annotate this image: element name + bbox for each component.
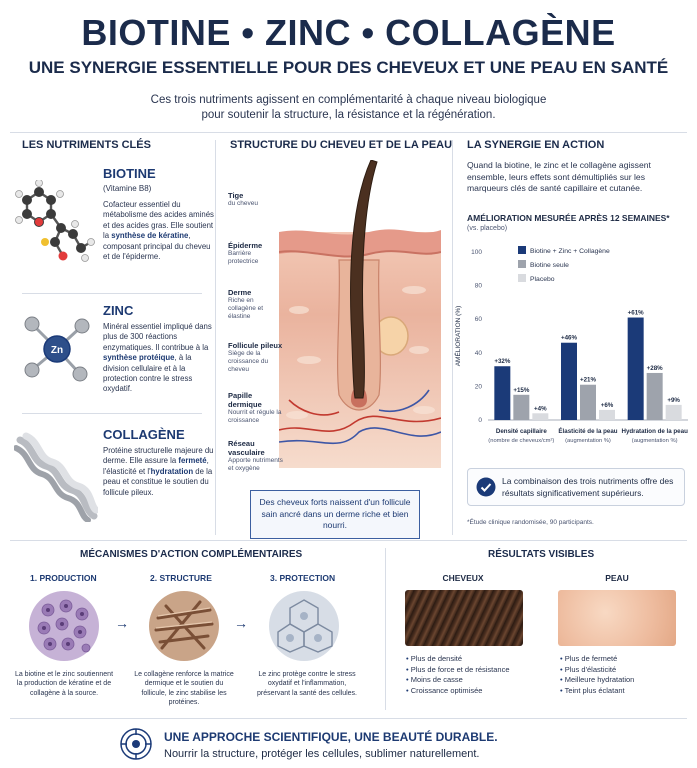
x-tick-sublabel: (augmentation %) — [631, 438, 678, 444]
intro-line-2: pour soutenir la structure, la résistance et la régénération. — [201, 109, 496, 121]
x-tick-sublabel: (augmentation %) — [565, 438, 611, 444]
structure-callout: Des cheveux forts naissent d'un follicule sain ancré dans un derme riche et bien nourri. — [250, 490, 420, 539]
data-label: +6% — [600, 401, 614, 409]
label-title: Papille dermique — [228, 391, 262, 409]
list-item: • Plus d'élasticité — [560, 665, 690, 676]
label-title: Tige — [228, 191, 244, 200]
collagen-fibers-image — [148, 590, 220, 662]
keratin-cells-image — [28, 590, 100, 662]
label-title: Follicule pileux — [228, 341, 283, 350]
data-label: +9% — [667, 396, 680, 404]
synergy-callout-text: La combinaison des trois nutriments offre des résultats significativement supérieurs. — [502, 476, 674, 498]
data-label: +15% — [513, 386, 530, 394]
collagen-description — [103, 446, 215, 498]
list-item: • Plus de fermeté — [560, 654, 690, 665]
divider — [22, 293, 202, 294]
step-structure-label: 2. STRUCTURE — [150, 573, 212, 583]
divider — [10, 540, 687, 541]
step-protection-text: Le zinc protège contre le stress oxydatif et l'inflammation, préservant la santé des cellules. — [257, 671, 357, 697]
zinc-text-end: , à la division cellulaire et à la protection contre le stress oxydatif. — [103, 353, 193, 394]
y-tick-label: 20 — [474, 383, 482, 391]
legend-swatch — [518, 260, 526, 268]
divider — [10, 132, 687, 133]
data-label: +4% — [534, 405, 547, 413]
data-label: +28% — [646, 364, 663, 372]
label-dermis — [228, 288, 283, 321]
page-subtitle: UNE SYNERGIE ESSENTIELLE POUR DES CHEVEUX ET UNE PEAU EN SANTÉ — [28, 58, 669, 77]
chart-title: AMÉLIORATION MESURÉE APRÈS 12 SEMAINES* — [467, 213, 670, 223]
intro-line-1: Ces trois nutriments agissent en complémentarité à chaque niveau biologique — [150, 94, 547, 106]
target-emblem-icon — [120, 728, 152, 760]
step-protection-label: 3. PROTECTION — [270, 573, 336, 583]
hair-skin-diagram — [279, 160, 441, 468]
step-production-label: 1. PRODUCTION — [30, 573, 97, 583]
bar — [666, 405, 682, 420]
divider — [215, 140, 216, 535]
bar — [532, 413, 548, 420]
bar — [494, 366, 510, 420]
biotin-text: Cofacteur essentiel du métabolisme des acides aminés et des acides gras. Elle soutient la — [103, 200, 214, 241]
list-item: • Moins de casse — [406, 675, 546, 686]
hair-texture-image — [405, 590, 523, 646]
skin-results-list — [560, 654, 690, 696]
bar — [599, 410, 615, 420]
footnote: *Étude clinique randomisée, 90 participants. — [467, 519, 594, 526]
y-axis-label: AMÉLIORATION (%) — [455, 305, 462, 367]
legend-label: Biotine + Zinc + Collagène — [530, 248, 610, 255]
data-label: +21% — [580, 376, 596, 384]
data-label: +32% — [494, 358, 511, 366]
divider — [385, 548, 386, 710]
x-tick-label: Hydratation de la peau — [621, 428, 688, 435]
zinc-symbol: Zn — [50, 345, 64, 356]
list-item: • Plus de densité — [406, 654, 546, 665]
skin-results-title: PEAU — [605, 573, 629, 583]
label-sub: Apporte nutriments et oxygène — [228, 457, 283, 472]
label-title: Épiderme — [228, 241, 263, 250]
biotin-subtitle: (Vitamine B8) — [103, 184, 152, 193]
intro-text — [120, 93, 577, 123]
step-structure-text: Le collagène renforce la matrice dermique et le soutien du follicule, le zinc stabilise les protéines. — [134, 671, 234, 707]
divider — [22, 413, 202, 414]
label-sub: Barrière protectrice — [228, 250, 259, 265]
label-title: Derme — [228, 288, 252, 297]
y-tick-label: 80 — [474, 282, 482, 290]
arrow-right-icon: → — [234, 615, 248, 631]
zinc-text: Minéral essentiel impliqué dans plus de 300 réactions enzymatiques. Il contribue à la — [103, 322, 212, 352]
list-item: • Teint plus éclatant — [560, 686, 690, 697]
legend-swatch — [518, 274, 526, 282]
label-papilla — [228, 391, 286, 425]
legend-swatch — [518, 246, 526, 254]
collagen-highlight-1: fermeté — [178, 456, 207, 466]
label-sub: Siège de la croissance du cheveu — [228, 350, 269, 373]
list-item: • Meilleure hydratation — [560, 675, 690, 686]
list-item: • Croissance optimisée — [406, 686, 546, 697]
y-tick-label: 60 — [474, 316, 482, 324]
footer-subtitle: Nourrir la structure, protéger les cellules, sublimer naturellement. — [164, 748, 480, 760]
label-sub: Nourrit et régule la croissance — [228, 409, 282, 424]
biotin-text-end: , composant principal du cheveu et de l'épiderme. — [103, 231, 211, 262]
list-item: • Plus de force et de résistance — [406, 665, 546, 676]
step-production-text: La biotine et le zinc soutiennent la production de kératine et de collagène à la source. — [14, 671, 114, 697]
y-tick-label: 0 — [478, 417, 482, 424]
collagen-title: COLLAGÈNE — [103, 427, 185, 442]
bar — [561, 343, 577, 420]
data-label: +46% — [561, 334, 577, 342]
zinc-atom-icon — [20, 312, 95, 387]
label-sub: Riche en collagène et élastine — [228, 297, 264, 320]
results-heading: RÉSULTATS VISIBLES — [488, 549, 595, 560]
label-hair-shaft — [228, 191, 283, 208]
zinc-highlight: synthèse protéique — [103, 353, 175, 363]
y-tick-label: 100 — [471, 249, 482, 256]
x-tick-label: Densité capillaire — [495, 428, 547, 435]
skin-texture-image — [558, 590, 676, 646]
label-follicle — [228, 341, 288, 374]
zinc-description — [103, 322, 215, 395]
data-label: +61% — [627, 309, 644, 317]
label-title: Réseau vasculaire — [228, 439, 265, 457]
biotin-description — [103, 200, 215, 262]
page-title: BIOTINE • ZINC • COLLAGÈNE — [81, 12, 616, 53]
check-circle-icon — [476, 477, 496, 497]
label-sub: du cheveu — [228, 200, 258, 207]
collagen-helix-icon — [14, 432, 98, 522]
footer-title: UNE APPROCHE SCIENTIFIQUE, UNE BEAUTÉ DURABLE. — [164, 730, 498, 744]
x-tick-label: Élasticité de la peau — [558, 428, 618, 435]
hair-results-title: CHEVEUX — [442, 573, 484, 583]
bar — [513, 395, 529, 420]
y-tick-label: 40 — [474, 349, 482, 357]
synergy-heading: LA SYNERGIE EN ACTION — [467, 139, 605, 151]
biotin-molecule-icon — [15, 180, 97, 275]
collagen-text-end: de la peau et constitue le soutien du follicule pileux. — [103, 466, 213, 497]
zinc-title: ZINC — [103, 303, 134, 318]
label-epidermis — [228, 241, 283, 266]
cell-protection-image — [268, 590, 340, 662]
synergy-callout-box — [467, 468, 685, 506]
synergy-text: Quand la biotine, le zinc et le collagène agissent ensemble, leurs effets sont démultipliés sur les marqueurs clés de santé capillaire et cutanée. — [467, 160, 651, 194]
bar — [580, 385, 596, 420]
label-vascular — [228, 439, 286, 473]
collagen-text: Protéine structurelle majeure du derme. Elle assure la — [103, 446, 214, 466]
nutrients-heading: LES NUTRIMENTS CLÉS — [22, 139, 151, 151]
biotin-title: BIOTINE — [103, 166, 156, 181]
chart-subtitle: (vs. placebo) — [467, 225, 508, 232]
bar — [647, 373, 663, 420]
arrow-right-icon: → — [115, 615, 129, 631]
biotin-highlight: synthèse de kératine — [111, 231, 189, 241]
legend-label: Biotine seule — [530, 262, 569, 269]
collagen-text-mid: , l'élasticité et l' — [103, 456, 209, 476]
mechanisms-heading: MÉCANISMES D'ACTION COMPLÉMENTAIRES — [80, 549, 303, 560]
hair-results-list — [406, 654, 546, 696]
bar-chart — [448, 240, 693, 460]
legend-label: Placebo — [530, 276, 555, 283]
divider — [10, 718, 687, 719]
bar — [628, 318, 644, 420]
x-tick-sublabel: (nombre de cheveux/cm²) — [488, 438, 555, 444]
collagen-highlight-2: hydratation — [150, 466, 194, 476]
structure-heading: STRUCTURE DU CHEVEU ET DE LA PEAU — [230, 139, 453, 151]
